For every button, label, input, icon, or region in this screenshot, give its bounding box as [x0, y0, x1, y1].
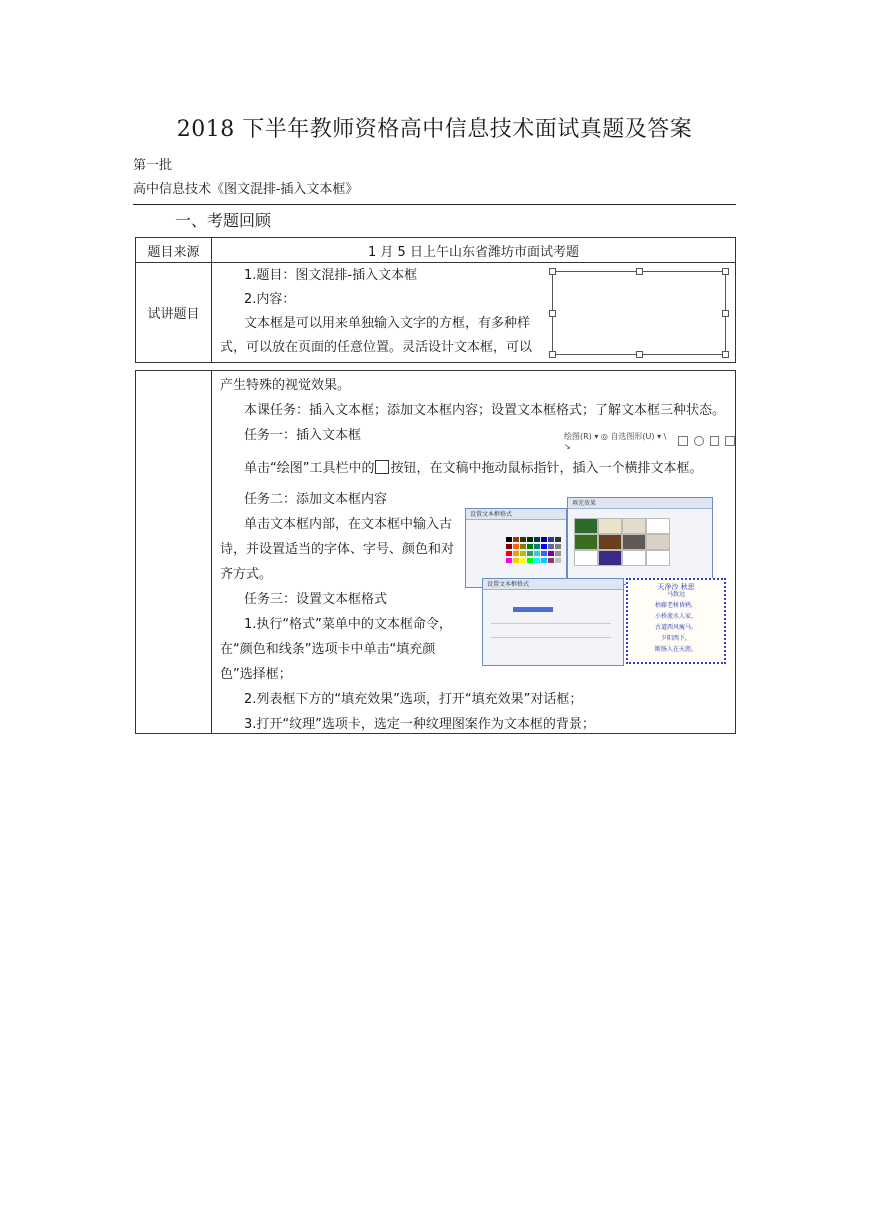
texture-swatch: [598, 534, 622, 550]
poem-title: 天净沙 秋思: [657, 583, 695, 591]
color-swatch: [548, 551, 554, 556]
color-swatch: [527, 551, 533, 556]
texture-swatch: [646, 518, 670, 534]
texture-swatch: [622, 550, 646, 566]
vertical-textbox-icon: [725, 436, 735, 446]
color-swatch: [541, 558, 547, 563]
color-swatch: [548, 558, 554, 563]
color-swatch: [513, 558, 519, 563]
color-swatch: [527, 544, 533, 549]
section-heading: 一、考题回顾: [175, 211, 272, 230]
color-swatch: [555, 551, 561, 556]
content-line-part: 按钮，在文稿中拖动鼠标指针，插入一个横排文本框。: [390, 461, 703, 476]
content-line: 色”选择框；: [220, 667, 292, 682]
poem-line: 古道西风瘦马。: [654, 624, 697, 631]
poem-line: 小桥流水人家，: [654, 613, 697, 620]
texture-swatch: [646, 550, 670, 566]
content-line: 单击文本框内部，在文本框中输入古: [244, 517, 453, 532]
color-swatch: [541, 551, 547, 556]
content-line: 诗，并设置适当的字体、字号、颜色和对: [220, 542, 455, 557]
resize-handle: [722, 351, 729, 358]
content-line: 任务二：添加文本框内容: [244, 492, 388, 507]
content-line: [244, 456, 703, 482]
exam-table-continued: [135, 370, 736, 734]
resize-handle: [636, 268, 643, 275]
topic-line: 1.题目：图文混排-插入文本框: [244, 268, 418, 283]
color-swatch: [534, 551, 540, 556]
color-swatch: [555, 544, 561, 549]
subject-line: 高中信息技术《图文混排-插入文本框》: [133, 182, 359, 197]
drawing-toolbar: [564, 431, 735, 451]
topic-label: 试讲题目: [136, 263, 212, 363]
format-dialog-screenshot: [465, 508, 567, 588]
content-line: 任务一：插入文本框: [244, 428, 362, 443]
rectangle-icon: [678, 436, 688, 446]
poem-line: 夕阳西下，: [660, 635, 691, 642]
texture-swatch: [574, 534, 598, 550]
exam-table: [135, 237, 736, 363]
color-swatch: [506, 551, 512, 556]
topic-cell: [212, 263, 736, 363]
poem-line: 枯藤老树昏鸦，: [654, 602, 697, 609]
color-swatch: [527, 537, 533, 542]
resize-handle: [549, 268, 556, 275]
color-swatch: [506, 544, 512, 549]
content-line: 2.列表框下方的“填充效果”选项，打开“填充效果”对话框；: [244, 692, 583, 707]
color-swatch: [555, 558, 561, 563]
color-swatch: [520, 558, 526, 563]
color-swatch: [520, 537, 526, 542]
content-cell: [212, 371, 736, 734]
dialog-titlebar: 设置文本框格式: [466, 509, 566, 520]
topic-line: 文本框是可以用来单独输入文字的方框，有多种样: [244, 316, 531, 331]
textbox-icon: [710, 436, 720, 446]
content-line: 在“颜色和线条”选项卡中单击“填充颜: [220, 642, 436, 657]
texture-swatch: [646, 534, 670, 550]
color-swatch: [534, 558, 540, 563]
color-swatch: [534, 544, 540, 549]
color-swatch: [555, 537, 561, 542]
content-line: 3.打开“纹理”选项卡，选定一种纹理图案作为文本框的背景；: [244, 717, 595, 732]
color-swatch: [548, 537, 554, 542]
divider: [491, 637, 611, 638]
resize-handle: [549, 351, 556, 358]
topic-line: 式，可以放在页面的任意位置。灵活设计文本框，可以: [220, 340, 533, 355]
resize-handle: [636, 351, 643, 358]
texture-swatch: [574, 550, 598, 566]
content-line: 本课任务：插入文本框；添加文本框内容；设置文本框格式；了解文本框三种状态。: [244, 403, 726, 418]
content-line: 任务三：设置文本框格式: [244, 592, 388, 607]
toolbar-text: 绘图(R) ▾ ◎ 自选图形(U) ▾ \ ↘: [564, 432, 667, 451]
resize-handle: [549, 310, 556, 317]
batch-label: 第一批: [133, 158, 173, 173]
content-line: 产生特殊的视觉效果。: [220, 378, 351, 393]
fill-effects-screenshot: [567, 497, 713, 585]
dialog-titlebar: 设置文本框格式: [483, 579, 623, 590]
source-value: 1 月 5 日上午山东省潍坊市面试考题: [212, 238, 736, 263]
textbox-button-icon: [375, 460, 389, 474]
textbox-illustration: [552, 271, 726, 355]
texture-swatch: [574, 518, 598, 534]
content-line: 齐方式。: [220, 567, 273, 582]
divider: [491, 623, 611, 624]
color-swatch: [513, 544, 519, 549]
format-dialog-screenshot-2: [482, 578, 624, 666]
fill-color-select: [513, 607, 553, 612]
poem-body: [626, 589, 726, 655]
texture-grid: [574, 518, 674, 568]
poem-line: 断肠人在天涯。: [654, 646, 697, 653]
color-swatch: [513, 537, 519, 542]
resize-handle: [722, 310, 729, 317]
color-swatch: [520, 544, 526, 549]
document-title: 2018 下半年教师资格高中信息技术面试真题及答案: [176, 117, 693, 142]
color-swatch: [527, 558, 533, 563]
color-swatch: [513, 551, 519, 556]
texture-swatch: [622, 534, 646, 550]
color-swatch: [541, 537, 547, 542]
topic-line: 2.内容：: [244, 292, 296, 307]
oval-icon: [694, 436, 704, 446]
color-swatch: [520, 551, 526, 556]
texture-swatch: [622, 518, 646, 534]
texture-swatch: [598, 518, 622, 534]
color-swatch: [506, 558, 512, 563]
poem-line: 马致远: [666, 591, 685, 598]
content-line: 1.执行“格式”菜单中的文本框命令，: [244, 617, 452, 632]
horizontal-rule: [133, 204, 736, 205]
empty-label-cell: [136, 371, 212, 734]
color-palette: [506, 537, 562, 573]
color-swatch: [506, 537, 512, 542]
dialog-titlebar: 填充效果: [568, 498, 712, 509]
color-swatch: [548, 544, 554, 549]
source-label: 题目来源: [136, 238, 212, 263]
resize-handle: [722, 268, 729, 275]
color-swatch: [534, 537, 540, 542]
color-swatch: [541, 544, 547, 549]
texture-swatch: [598, 550, 622, 566]
content-line-part: 单击“绘图”工具栏中的: [244, 461, 375, 476]
